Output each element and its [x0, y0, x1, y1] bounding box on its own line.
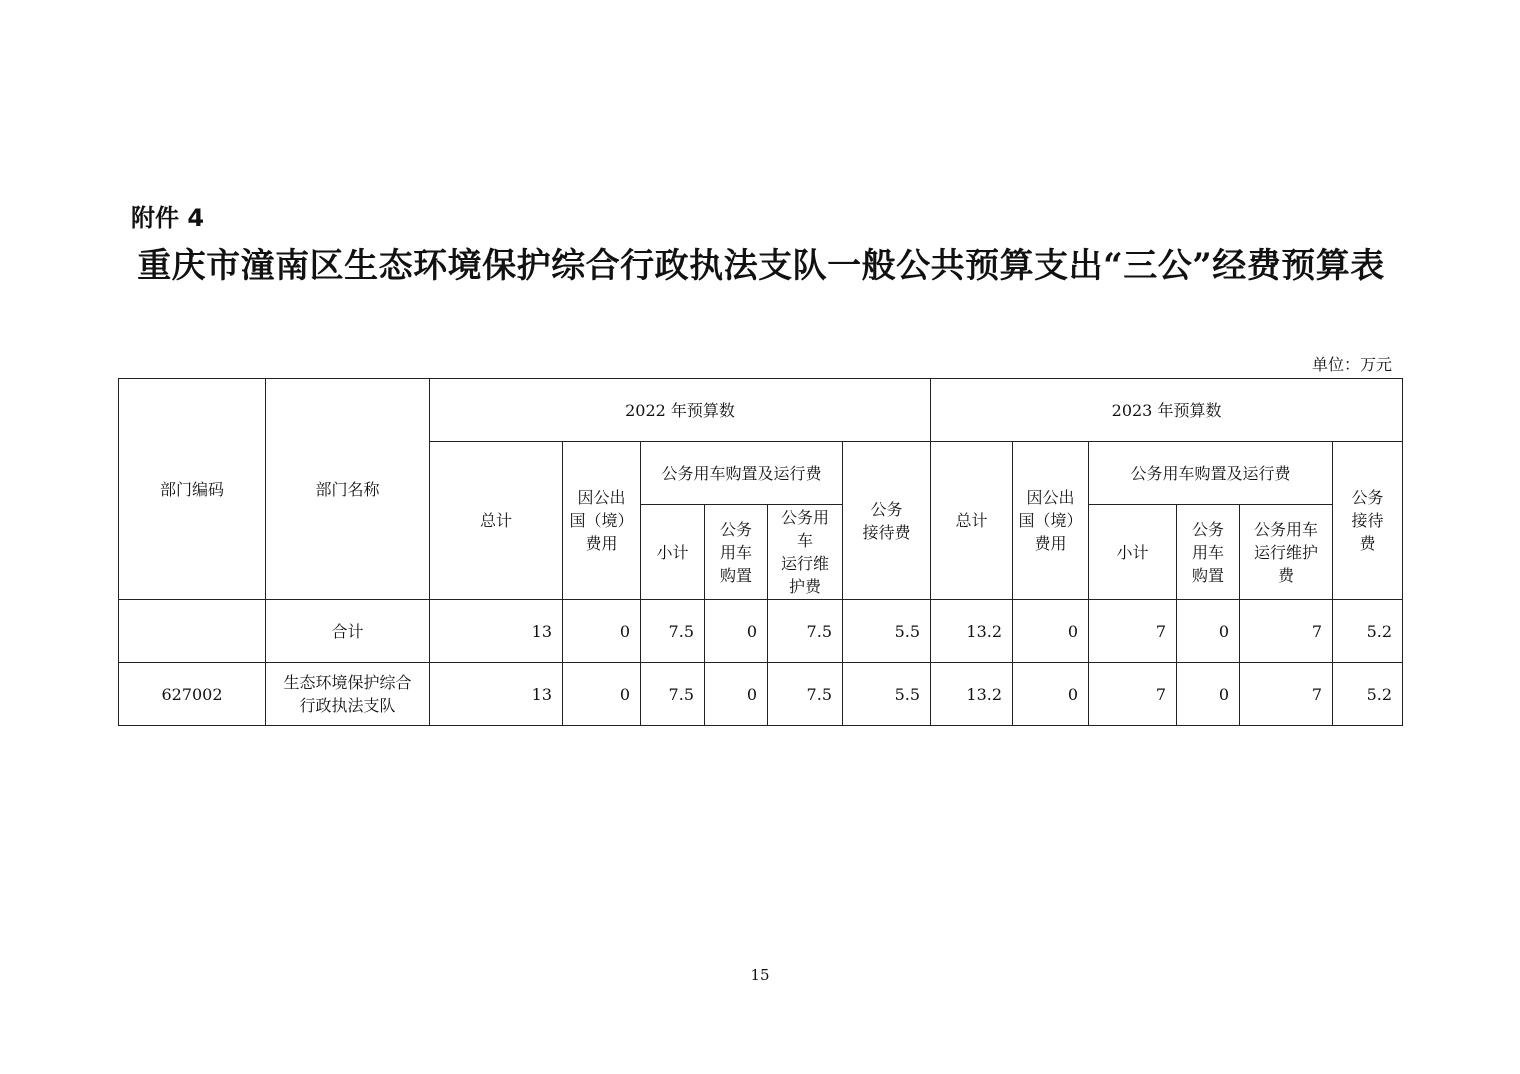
- header-abroad-2022: 因公出 国（境） 费用: [563, 442, 641, 600]
- value-cell: 13: [430, 600, 563, 663]
- header-vehicle-2022: 公务用车购置及运行费: [641, 442, 843, 505]
- value-cell: 5.2: [1333, 663, 1403, 726]
- value-cell: 7.5: [641, 663, 705, 726]
- header-row-1: [119, 379, 1403, 442]
- value-cell: 0: [705, 600, 768, 663]
- header-vehicle-purchase-2023: 公务 用车 购置: [1177, 505, 1240, 600]
- dept-code-cell: [119, 600, 266, 663]
- value-cell: 7.5: [768, 600, 843, 663]
- header-vehicle-2023: 公务用车购置及运行费: [1089, 442, 1333, 505]
- value-cell: 7: [1089, 663, 1177, 726]
- value-cell: 0: [1177, 663, 1240, 726]
- header-abroad-2023: 因公出 国（境） 费用: [1013, 442, 1089, 600]
- header-vehicle-purchase-2022: 公务 用车 购置: [705, 505, 768, 600]
- header-dept-name: 部门名称: [266, 379, 430, 600]
- header-year-2023: 2023 年预算数: [931, 379, 1403, 442]
- value-cell: 7: [1089, 600, 1177, 663]
- value-cell: 5.5: [843, 600, 931, 663]
- header-subtotal-2023: 小计: [1089, 505, 1177, 600]
- value-cell: 0: [563, 663, 641, 726]
- header-reception-2023: 公务 接待 费: [1333, 442, 1403, 600]
- value-cell: 5.5: [843, 663, 931, 726]
- value-cell: 0: [1013, 600, 1089, 663]
- page-number: 15: [750, 966, 770, 984]
- table-row: [119, 600, 1403, 663]
- value-cell: 7.5: [641, 600, 705, 663]
- value-cell: 5.2: [1333, 600, 1403, 663]
- value-cell: 13.2: [931, 663, 1013, 726]
- value-cell: 7: [1240, 600, 1333, 663]
- header-total-2022: 总计: [430, 442, 563, 600]
- header-vehicle-maint-2023: 公务用车 运行维护 费: [1240, 505, 1333, 600]
- value-cell: 13: [430, 663, 563, 726]
- budget-table: [118, 378, 1403, 726]
- value-cell: 13.2: [931, 600, 1013, 663]
- dept-name-cell: 合计: [266, 600, 430, 663]
- value-cell: 0: [705, 663, 768, 726]
- value-cell: 0: [1013, 663, 1089, 726]
- value-cell: 0: [1177, 600, 1240, 663]
- value-cell: 0: [563, 600, 641, 663]
- value-cell: 7.5: [768, 663, 843, 726]
- header-total-2023: 总计: [931, 442, 1013, 600]
- table-row: [119, 663, 1403, 726]
- header-year-2022: 2022 年预算数: [430, 379, 931, 442]
- header-reception-2022: 公务 接待费: [843, 442, 931, 600]
- value-cell: 7: [1240, 663, 1333, 726]
- dept-name-cell: 生态环境保护综合 行政执法支队: [266, 663, 430, 726]
- page-title: 重庆市潼南区生态环境保护综合行政执法支队一般公共预算支出“三公”经费预算表: [137, 246, 1385, 286]
- header-subtotal-2022: 小计: [641, 505, 705, 600]
- header-dept-code: 部门编码: [119, 379, 266, 600]
- header-vehicle-maint-2022: 公务用 车 运行维 护费: [768, 505, 843, 600]
- dept-code-cell: 627002: [119, 663, 266, 726]
- attachment-label: 附件 4: [131, 204, 205, 232]
- unit-label: 单位：万元: [1311, 355, 1392, 374]
